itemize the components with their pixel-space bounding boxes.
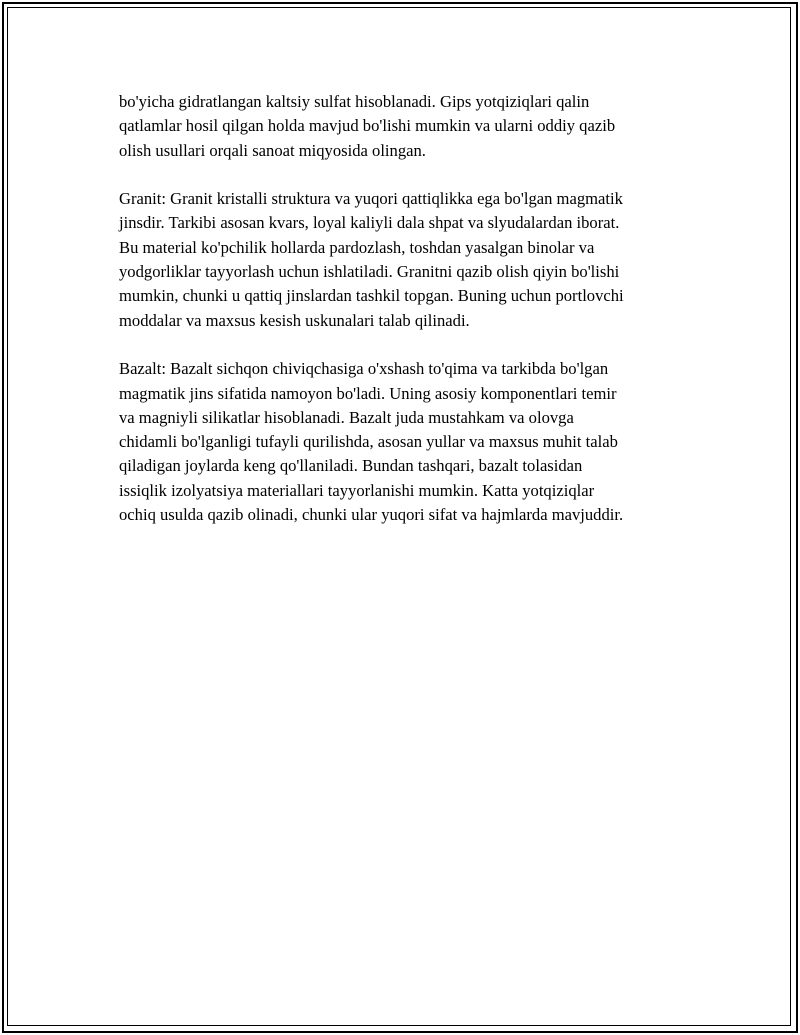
text-line: issiqlik izolyatsiya materiallari tayyorlanishi mumkin. Katta yotqiziqlar (119, 480, 595, 500)
text-line: ochiq usulda qazib olinadi, chunki ular yuqori sifat va hajmlarda mavjuddir. (119, 505, 624, 525)
text-line: jinsdir. Tarkibi asosan kvars, loyal kaliyli dala shpat va slyudalardan iborat. (119, 213, 620, 233)
text-line: bo'yicha gidratlangan kaltsiy sulfat hisoblanadi. Gips yotqiziqlari qalin (119, 92, 590, 111)
text-line: yodgorliklar tayyorlash uchun ishlatiladi. Granitni qazib olish qiyin bo'lishi (119, 262, 620, 282)
text-line: qiladigan joylarda keng qo'llaniladi. Bundan tashqari, bazalt tolasidan (119, 456, 583, 476)
paragraph-gips (119, 90, 689, 163)
text-line: va magniyli silikatlar hisoblanadi. Bazalt juda mustahkam va olovga (119, 407, 574, 427)
paragraph-granit (119, 187, 689, 333)
text-line: Bu material ko'pchilik hollarda pardozlash, toshdan yasalgan binolar va (119, 237, 595, 257)
text-line: Granit: Granit kristalli struktura va yuqori qattiqlikka ega bo'lgan magmatik (119, 189, 623, 209)
text-line: magmatik jins sifatida namoyon bo'ladi. Uning asosiy komponentlari temir (119, 383, 617, 403)
text-line: mumkin, chunki u qattiq jinslardan tashkil topgan. Buning uchun portlovchi (119, 286, 624, 306)
text-line: olish usullari orqali sanoat miqyosida olingan. (119, 140, 426, 160)
text-line: chidamli bo'lganligi tufayli qurilishda, asosan yullar va maxsus muhit talab (119, 432, 618, 452)
text-line: moddalar va maxsus kesish uskunalari talab qilinadi. (119, 310, 470, 330)
text-line: qatlamlar hosil qilgan holda mavjud bo'lishi mumkin va ularni oddiy qazib (119, 116, 616, 136)
text-line: Bazalt: Bazalt sichqon chiviqchasiga o'xshash to'qima va tarkibda bo'lgan (119, 359, 609, 379)
paragraph-bazalt (119, 357, 689, 527)
document-body (119, 90, 689, 552)
